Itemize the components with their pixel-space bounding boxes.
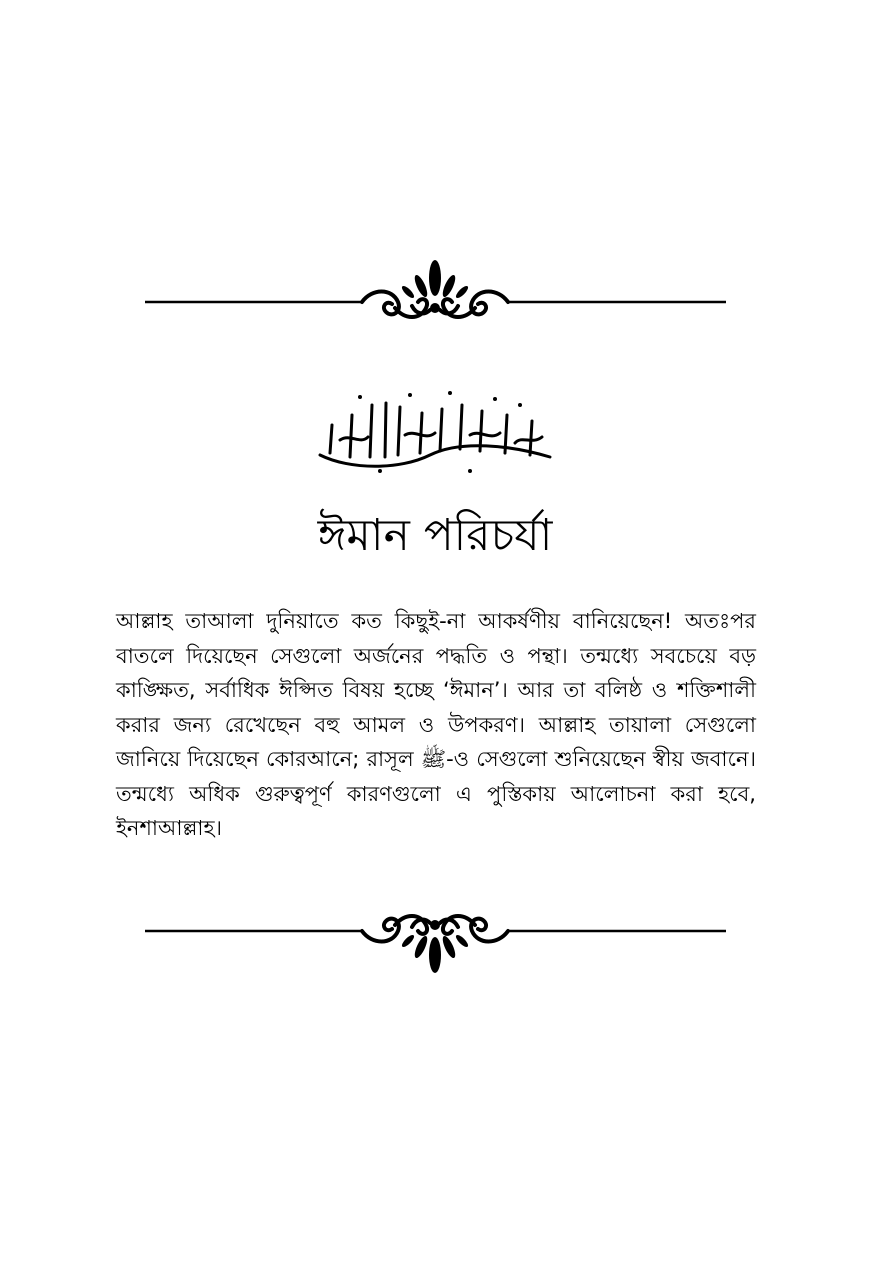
bismillah-calligraphy bbox=[310, 385, 560, 475]
body-paragraph: আল্লাহ তাআলা দুনিয়াতে কত কিছুই-না আকর্ষণীয় বানিয়েছেন! অতঃপর বাতলে দিয়েছেন সেগুলো অর্জনের পদ্ধতি ও পন্থা। তন্মধ্যে সবচেয়ে বড় কাঙ্ক্ষিত, সর্বাধিক ঈপ্সিত বিষয় হচ্ছে ‘ঈমান’। আর তা বলিষ্ঠ ও শক্তিশালী করার জন্য রেখেছেন বহু আমল ও উপকরণ। আল্লাহ তায়ালা সেগুলো জানিয়ে দিয়েছেন কোরআনে; রাসূল ﷺ-ও সেগুলো শুনিয়েছেন স্বীয় জবানে। তন্মধ্যে অধিক গুরুত্বপূর্ণ কারণগুলো এ পুস্তিকায় আলোচনা করা হবে, ইনশাআল্লাহ। bbox=[116, 609, 756, 840]
ornamental-divider-top bbox=[0, 258, 870, 338]
page-title: ঈমান পরিচর্যা bbox=[317, 510, 553, 561]
ornamental-divider-bottom bbox=[0, 895, 870, 975]
